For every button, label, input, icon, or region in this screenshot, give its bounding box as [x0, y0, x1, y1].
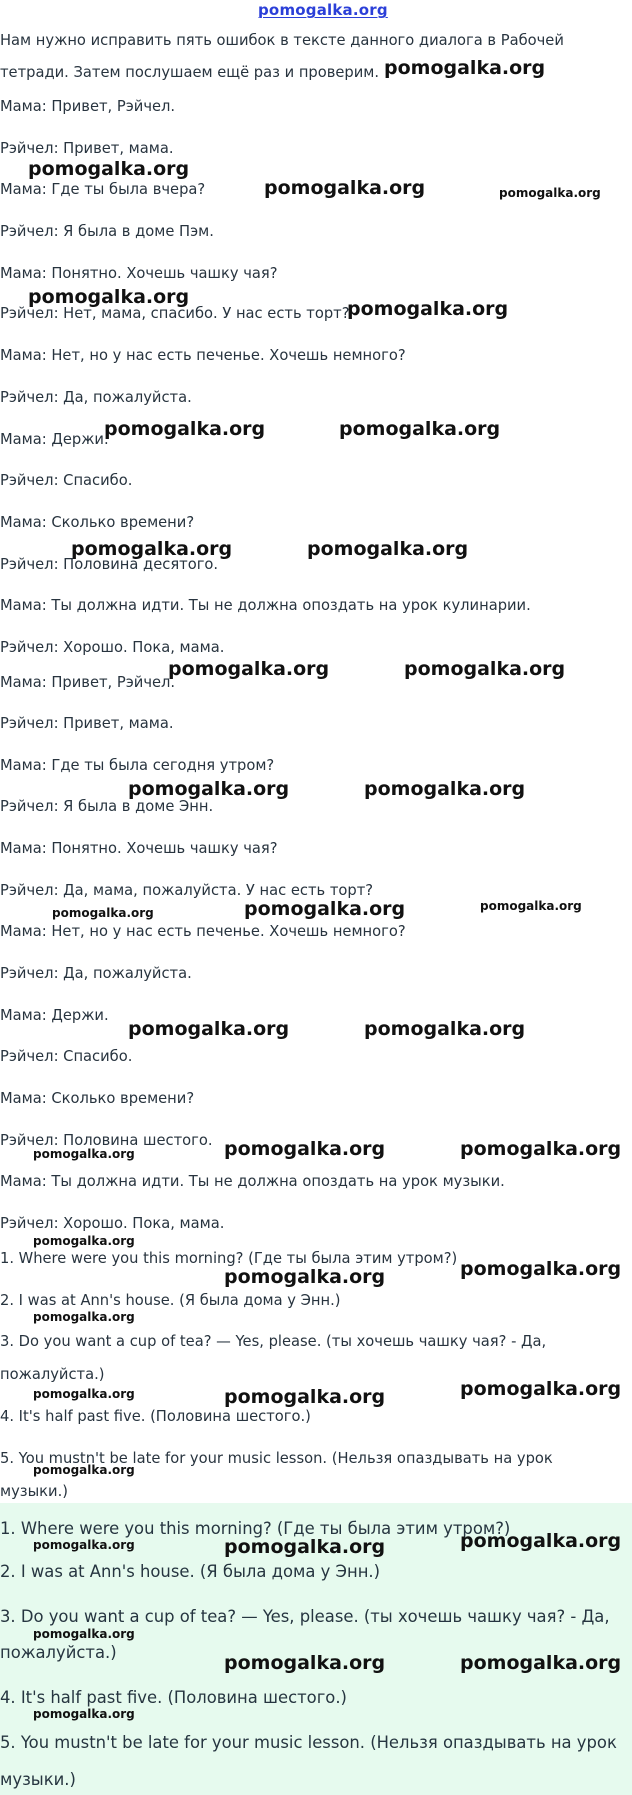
dialogue-line: Мама: Нет, но у нас есть печенье. Хочешь немного? [0, 923, 406, 940]
top-logo[interactable]: pomogalka.org [258, 1, 388, 19]
intro-line-2: тетради. Затем послушаем ещё раз и проверим. [0, 64, 380, 81]
watermark: pomogalka.org [33, 1463, 135, 1477]
dialogue-line: Рэйчел: Нет, мама, спасибо. У нас есть торт? [0, 305, 350, 322]
intro-line-1: Нам нужно исправить пять ошибок в тексте данного диалога в Рабочей [0, 32, 564, 49]
dialogue-line: Мама: Где ты была сегодня утром? [0, 757, 275, 774]
watermark: pomogalka.org [128, 778, 290, 800]
watermark: pomogalka.org [224, 1138, 386, 1160]
watermark: pomogalka.org [224, 1266, 386, 1288]
dialogue-line: Рэйчел: Хорошо. Пока, мама. [0, 639, 225, 656]
dialogue-line: Рэйчел: Да, пожалуйста. [0, 389, 192, 406]
watermark: pomogalka.org [339, 418, 501, 440]
watermark: pomogalka.org [33, 1387, 135, 1401]
dialogue-line: Рэйчел: Я была в доме Пэм. [0, 223, 214, 240]
answer-block-line: 4. It's half past five. (Половина шестого.) [0, 1688, 347, 1707]
dialogue-line: Мама: Сколько времени? [0, 514, 195, 531]
dialogue-line: Рэйчел: Я была в доме Энн. [0, 798, 214, 815]
dialogue-line: Рэйчел: Спасибо. [0, 1048, 133, 1065]
dialogue-line: Мама: Держи. [0, 431, 109, 448]
dialogue-line: Мама: Привет, Рэйчел. [0, 674, 176, 691]
answer-line: 3. Do you want a cup of tea? — Yes, please. (ты хочешь чашку чая? - Да, [0, 1333, 547, 1350]
dialogue-line: Рэйчел: Да, пожалуйста. [0, 965, 192, 982]
dialogue-line: Рэйчел: Половина десятого. [0, 556, 219, 573]
watermark: pomogalka.org [499, 186, 601, 200]
watermark: pomogalka.org [71, 538, 233, 560]
dialogue-line: Рэйчел: Да, мама, пожалуйста. У нас есть торт? [0, 882, 374, 899]
watermark: pomogalka.org [33, 1310, 135, 1324]
watermark: pomogalka.org [33, 1538, 135, 1552]
watermark: pomogalka.org [33, 1707, 135, 1721]
watermark: pomogalka.org [460, 1258, 622, 1280]
watermark: pomogalka.org [28, 158, 190, 180]
answer-line: 5. You mustn't be late for your music lesson. (Нельзя опаздывать на урок [0, 1450, 553, 1467]
dialogue-line: Мама: Понятно. Хочешь чашку чая? [0, 265, 278, 282]
answer-line: пожалуйста.) [0, 1366, 105, 1383]
answer-block-line: музыки.) [0, 1770, 76, 1789]
watermark: pomogalka.org [384, 57, 546, 79]
watermark: pomogalka.org [224, 1536, 386, 1558]
answer-block-line: 2. I was at Ann's house. (Я была дома у Энн.) [0, 1562, 381, 1581]
dialogue-line: Мама: Держи. [0, 1007, 109, 1024]
watermark: pomogalka.org [244, 898, 406, 920]
answer-line: 2. I was at Ann's house. (Я была дома у Энн.) [0, 1292, 341, 1309]
answer-block-line: 5. You mustn't be late for your music lesson. (Нельзя опаздывать на урок [0, 1733, 617, 1752]
answer-block-line: 1. Where were you this morning? (Где ты была этим утром?) [0, 1519, 511, 1538]
watermark: pomogalka.org [224, 1386, 386, 1408]
dialogue-line: Мама: Привет, Рэйчел. [0, 98, 176, 115]
answer-line: 4. It's half past five. (Половина шестого.) [0, 1408, 311, 1425]
watermark: pomogalka.org [364, 778, 526, 800]
dialogue-line: Мама: Ты должна идти. Ты не должна опоздать на урок музыки. [0, 1173, 505, 1190]
dialogue-line: Рэйчел: Хорошо. Пока, мама. [0, 1215, 225, 1232]
dialogue-line: Рэйчел: Привет, мама. [0, 140, 174, 157]
watermark: pomogalka.org [28, 286, 190, 308]
watermark: pomogalka.org [33, 1147, 135, 1161]
dialogue-line: Мама: Где ты была вчера? [0, 181, 206, 198]
watermark: pomogalka.org [460, 1652, 622, 1674]
watermark: pomogalka.org [307, 538, 469, 560]
watermark: pomogalka.org [460, 1530, 622, 1552]
dialogue-line: Мама: Нет, но у нас есть печенье. Хочешь немного? [0, 347, 406, 364]
answer-block-line: 3. Do you want a cup of tea? — Yes, please. (ты хочешь чашку чая? - Да, [0, 1607, 610, 1626]
dialogue-line: Мама: Сколько времени? [0, 1090, 195, 1107]
watermark: pomogalka.org [224, 1652, 386, 1674]
dialogue-line: Мама: Понятно. Хочешь чашку чая? [0, 840, 278, 857]
answer-block-line: пожалуйста.) [0, 1643, 117, 1662]
watermark: pomogalka.org [33, 1234, 135, 1248]
watermark: pomogalka.org [480, 899, 582, 913]
answer-line: 1. Where were you this morning? (Где ты была этим утром?) [0, 1250, 458, 1267]
watermark: pomogalka.org [460, 1378, 622, 1400]
watermark: pomogalka.org [347, 298, 509, 320]
dialogue-line: Рэйчел: Спасибо. [0, 472, 133, 489]
dialogue-line: Мама: Ты должна идти. Ты не должна опоздать на урок кулинарии. [0, 597, 531, 614]
watermark: pomogalka.org [33, 1627, 135, 1641]
watermark: pomogalka.org [168, 658, 330, 680]
dialogue-line: Рэйчел: Половина шестого. [0, 1132, 213, 1149]
watermark: pomogalka.org [364, 1018, 526, 1040]
answer-block [0, 1503, 632, 1795]
watermark: pomogalka.org [128, 1018, 290, 1040]
watermark: pomogalka.org [404, 658, 566, 680]
watermark: pomogalka.org [264, 177, 426, 199]
answer-line: музыки.) [0, 1483, 68, 1500]
watermark: pomogalka.org [104, 418, 266, 440]
dialogue-line: Рэйчел: Привет, мама. [0, 715, 174, 732]
watermark: pomogalka.org [52, 906, 154, 920]
watermark: pomogalka.org [460, 1138, 622, 1160]
